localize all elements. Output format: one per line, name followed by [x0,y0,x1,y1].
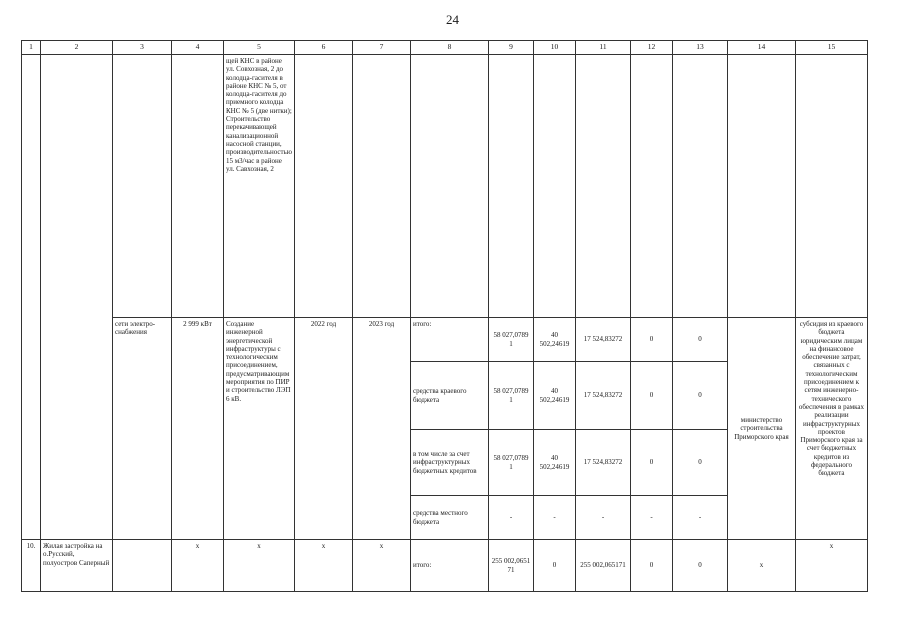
amount-year-1: 40 502,24619 [533,318,575,362]
object-description: щей КНС в районе ул. Совхозная, 2 до колодца-гасителя в районе КНС № 5, от колодца-гасителя до приемного колодца КНС № 5 (две нитки); Строительство перекачивающей канализационной насосной станции, производительностью 15 м3/час в районе ул. Савхозная, 2 [224,55,295,318]
network-type: сети электро-снабжения [113,318,172,540]
amount-year-4: 0 [672,430,727,496]
header-cell: 6 [294,41,352,55]
header-cell: 14 [727,41,795,55]
header-cell: 8 [410,41,488,55]
amount-year-3: 0 [630,540,672,592]
amount-year-2: 255 002,065171 [575,540,630,592]
responsible-body: х [727,540,795,592]
funding-source-label: итого: [410,540,488,592]
program-table [21,40,868,592]
object-description: х [224,540,295,592]
amount-year-4: - [672,496,727,540]
cell [41,55,113,540]
amount-total: 58 027,0789 1 [488,318,533,362]
amount-year-3: - [630,496,672,540]
header-row [22,41,868,55]
cell [672,55,727,318]
cell [294,55,352,318]
amount-year-4: 0 [672,362,727,430]
amount-year-1: - [533,496,575,540]
header-cell: 1 [22,41,41,55]
cell [488,55,533,318]
funding-source-label: итого: [410,318,488,362]
header-cell: 10 [533,41,575,55]
amount-year-1: 40 502,24619 [533,430,575,496]
cell [113,540,172,592]
row-number: 10. [22,540,41,592]
header-cell: 13 [672,41,727,55]
header-cell: 12 [630,41,672,55]
table-row [22,540,868,592]
amount-year-2: 17 524,83272 [575,430,630,496]
header-cell: 7 [352,41,410,55]
start-year: х [294,540,352,592]
amount-year-3: 0 [630,430,672,496]
funding-mechanism: субсидия из краевого бюджета юридическим лицам на финансовое обеспечение затрат, связанных с технологическим присоединением к сетям инженерно-технического обеспечения в рамках реализации инфраструктурных проектов Приморского края за счет бюджетных кредитов из федерального бюджета [795,318,867,540]
amount-total: 58 027,0789 1 [488,362,533,430]
cell [630,55,672,318]
cell [575,55,630,318]
amount-year-2: 17 524,83272 [575,318,630,362]
header-cell: 15 [795,41,867,55]
cell [113,55,172,318]
cell [727,55,795,318]
table-row [22,318,868,362]
cell [795,55,867,318]
cell [22,55,41,540]
amount-year-2: 17 524,83272 [575,362,630,430]
object-description: Создание инженерной энергетической инфраструктуры с технологическим присоединением, предусматривающим мероприятия по ПИР и строительство ЛЭП 6 кВ. [224,318,295,540]
amount-year-1: 0 [533,540,575,592]
amount-total: - [488,496,533,540]
cell [533,55,575,318]
funding-mechanism: х [795,540,867,592]
amount-year-1: 40 502,24619 [533,362,575,430]
amount-total: 58 027,0789 1 [488,430,533,496]
header-cell: 2 [41,41,113,55]
amount-year-4: 0 [672,540,727,592]
project-name: Жилая застройка на о.Русский, полуостров Саперный [41,540,113,592]
header-cell: 4 [172,41,224,55]
capacity: х [172,540,224,592]
capacity: 2 999 кВт [172,318,224,540]
responsible-body: министерство строительства Приморского края [727,318,795,540]
funding-source-label: в том числе за счет инфраструктурных бюджетных кредитов [410,430,488,496]
cell [410,55,488,318]
amount-year-3: 0 [630,318,672,362]
end-year: х [352,540,410,592]
header-cell: 5 [224,41,295,55]
start-year: 2022 год [294,318,352,540]
amount-total: 255 002,0651 71 [488,540,533,592]
funding-source-label: средства местного бюджета [410,496,488,540]
table-row [22,55,868,318]
amount-year-2: - [575,496,630,540]
cell [352,55,410,318]
header-cell: 3 [113,41,172,55]
amount-year-4: 0 [672,318,727,362]
end-year: 2023 год [352,318,410,540]
cell [172,55,224,318]
amount-year-3: 0 [630,362,672,430]
header-cell: 9 [488,41,533,55]
header-cell: 11 [575,41,630,55]
funding-source-label: средства краевого бюджета [410,362,488,430]
page-number: 24 [446,12,459,27]
